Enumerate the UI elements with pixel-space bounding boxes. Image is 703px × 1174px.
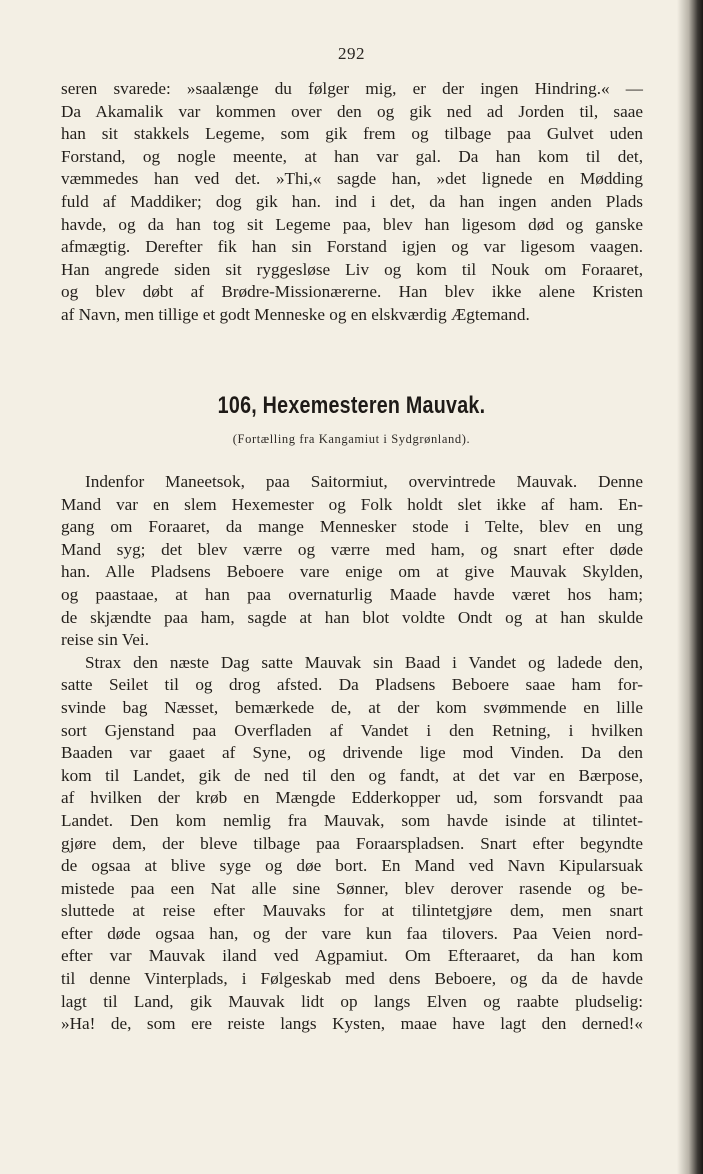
- text-line: de ogsaa at blive syge og døe bort. En Mand ved Navn Kipularsuak: [61, 856, 643, 876]
- text-line: sort Gjenstand paa Overfladen af Vandet i den Retning, i hvilken: [61, 720, 643, 740]
- text-line: Indenfor Maneetsok, paa Saitormiut, overvintrede Mauvak. Denne: [85, 472, 643, 491]
- text-line: efter var Mauvak iland ved Agpamiut. Om Efteraaret, da han kom: [61, 946, 643, 966]
- text-line: satte Seilet til og drog afsted. Da Pladsens Beboere saae ham for-: [61, 675, 643, 695]
- text-line: af hvilken der krøb en Mængde Edderkopper ud, som forsvandt paa: [61, 788, 643, 808]
- text-line: svinde bag Næsset, bemærkede de, at der kom svømmende en lille: [61, 697, 643, 717]
- text-line: efter døde ogsaa han, og der vare kun faa tilovers. Paa Veien nord-: [61, 923, 643, 943]
- text-line: gang om Foraaret, da mange Mennesker stode i Telte, blev en ung: [61, 517, 643, 537]
- text-line: Han angrede siden sit ryggesløse Liv og kom til Nouk om Foraaret,: [61, 259, 643, 279]
- text-line: Mand var en slem Hexemester og Folk holdt slet ikke af ham. En-: [61, 494, 643, 514]
- text-line: kom til Landet, gik de ned til den og fandt, at det var en Bærpose,: [61, 765, 643, 785]
- story-body: [61, 471, 643, 1036]
- text-line: sluttede at reise efter Mauvaks for at tilintetgjøre dem, men snart: [61, 901, 643, 921]
- text-line: Mand syg; det blev værre og værre med ham, og snart efter døde: [61, 539, 643, 559]
- text-line: Da Akamalik var kommen over den og gik ned ad Jorden til, saae: [61, 101, 643, 121]
- continuation-paragraph: [61, 78, 643, 327]
- page-number: 292: [338, 44, 365, 63]
- text-line: af Navn, men tillige et godt Menneske og en elskværdig Ægtemand.: [61, 304, 530, 324]
- text-line: de skjændte paa ham, sagde at han blot voldte Ondt og at han skulde: [61, 607, 643, 627]
- text-line: »Ha! de, som ere reiste langs Kysten, maae have lagt den derned!«: [61, 1014, 643, 1034]
- text-line: reise sin Vei.: [61, 630, 149, 650]
- text-line: til denne Vinterplads, i Følgeskab med dens Beboere, og da de havde: [61, 969, 643, 989]
- story-title: 106, Hexemesteren Mauvak.: [217, 392, 486, 419]
- text-line: Strax den næste Dag satte Mauvak sin Baad i Vandet og ladede den,: [85, 652, 643, 672]
- story-subtitle: (Fortælling fra Kangamiut i Sydgrønland).: [232, 432, 471, 446]
- text-line: afmægtig. Derefter fik han sin Forstand igjen og var ligesom vaagen.: [61, 237, 643, 257]
- text-line: Forstand, og nogle meente, at han var gal. Da han kom til det,: [61, 146, 643, 166]
- text-line: gjøre dem, der bleve tilbage paa Foraarspladsen. Snart efter begyndte: [61, 833, 643, 853]
- text-line: havde, og da han tog sit Legeme paa, blev han ligesom død og ganske: [61, 214, 643, 234]
- text-line: og blev døbt af Brødre-Missionærerne. Han blev ikke alene Kristen: [61, 282, 643, 302]
- text-line: væmmedes han ved det. »Thi,« sagde han, »det lignede en Mødding: [61, 169, 643, 189]
- text-line: mistede paa een Nat alle sine Sønner, blev derover rasende og be-: [61, 878, 643, 898]
- text-line: fuld af Maddiker; dog gik han. ind i det, da han ingen anden Plads: [61, 191, 643, 211]
- text-line: Baaden var gaaet af Syne, og drivende lige mod Vinden. Da den: [61, 743, 643, 763]
- page-edge-shadow: [677, 0, 703, 1174]
- text-line: han sit stakkels Legeme, som gik frem og tilbage paa Gulvet uden: [61, 124, 643, 144]
- text-line: Landet. Den kom nemlig fra Mauvak, som havde isinde at tilintet-: [61, 810, 643, 830]
- text-line: han. Alle Pladsens Beboere vare enige om at give Mauvak Skylden,: [61, 562, 643, 582]
- text-line: seren svarede: »saalænge du følger mig, er der ingen Hindring.« —: [61, 79, 643, 98]
- text-line: lagt til Land, gik Mauvak lidt op langs Elven og raabte pludselig:: [61, 991, 643, 1011]
- text-line: og paastaae, at han paa overnaturlig Maade havde været hos ham;: [61, 584, 643, 604]
